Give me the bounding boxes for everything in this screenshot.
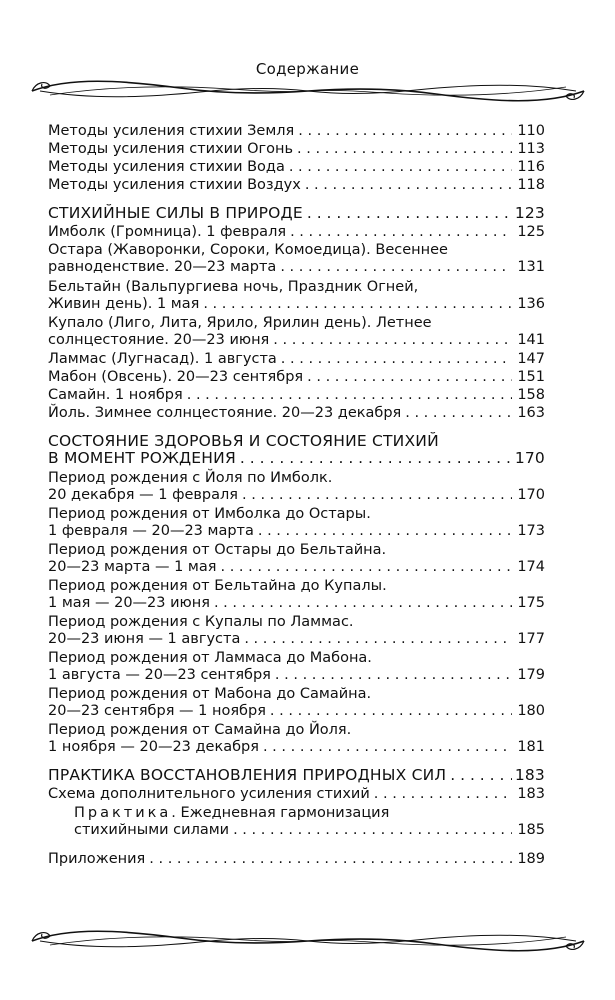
page-number: 141 [517, 332, 545, 348]
entry-title: стихийными силами [74, 822, 230, 838]
dot-leader [275, 667, 512, 684]
entry-title-line1: Купало (Лиго, Лита, Ярило, Ярилин день). Летнее [48, 315, 432, 331]
entry-title: 20 декабря — 1 февраля [48, 487, 239, 503]
page-number: 136 [517, 296, 545, 312]
page-number: 177 [517, 631, 545, 647]
toc-entry[interactable] [48, 542, 545, 576]
entry-title-line1: Период рождения с Купалы по Ламмас. [48, 614, 354, 630]
page-number: 183 [514, 766, 545, 784]
toc-entry[interactable] [48, 123, 545, 140]
dot-leader [298, 123, 512, 140]
page-number: 179 [517, 667, 545, 683]
page-number: 163 [517, 405, 545, 421]
page-number: 131 [517, 259, 545, 275]
toc-entry-practice[interactable] [48, 805, 545, 839]
toc-section-heading[interactable] [48, 205, 545, 222]
dot-leader [289, 159, 512, 176]
page-number: 147 [517, 351, 545, 367]
toc-entry[interactable] [48, 159, 545, 176]
entry-title-line1: Период рождения от Бельтайна до Купалы. [48, 578, 387, 594]
toc-entry[interactable] [48, 405, 545, 422]
page-number: 185 [517, 822, 545, 838]
entry-title-line1: Период рождения от Ламмаса до Мабона. [48, 650, 372, 666]
page-number: 189 [517, 851, 545, 867]
section-title: СТИХИЙНЫЕ СИЛЫ В ПРИРОДЕ [48, 204, 303, 222]
toc-entry[interactable] [48, 315, 545, 349]
dot-leader [214, 595, 512, 612]
practice-label: Практика [74, 805, 172, 821]
dot-leader [307, 205, 512, 222]
bottom-ornament-divider [30, 918, 586, 964]
page-number: 125 [517, 224, 545, 240]
toc-entry[interactable] [48, 351, 545, 368]
toc-section-heading[interactable] [48, 767, 545, 784]
entry-title: Методы усиления стихии Огонь [48, 141, 294, 157]
page-number: 175 [517, 595, 545, 611]
entry-title: 20—23 июня — 1 августа [48, 631, 241, 647]
page-number: 173 [517, 523, 545, 539]
entry-title: Ламмас (Лугнасад). 1 августа [48, 351, 277, 367]
entry-title: равноденствие. 20—23 марта [48, 259, 277, 275]
entry-title-line1: Период рождения с Йоля по Имболк. [48, 470, 333, 486]
dot-leader [281, 351, 512, 368]
page-number: 174 [517, 559, 545, 575]
dot-leader [305, 177, 512, 194]
dot-leader [273, 332, 512, 349]
toc-section-heading[interactable] [48, 433, 545, 467]
entry-title: Приложения [48, 851, 146, 867]
page-number: 181 [517, 739, 545, 755]
toc-entry[interactable] [48, 177, 545, 194]
page-number: 113 [517, 141, 545, 157]
entry-title: Йоль. Зимнее солнцестояние. 20—23 декабря [48, 405, 402, 421]
entry-title: Имболк (Громница). 1 февраля [48, 224, 287, 240]
entry-title: 20—23 марта — 1 мая [48, 559, 217, 575]
dot-leader [374, 786, 512, 803]
dot-leader [187, 387, 512, 404]
toc-entry[interactable] [48, 470, 545, 504]
toc-entry[interactable] [48, 786, 545, 803]
dot-leader [290, 224, 512, 241]
toc-entry[interactable] [48, 614, 545, 648]
page-number: 170 [514, 449, 545, 467]
toc-entry[interactable] [48, 686, 545, 720]
toc-entry[interactable] [48, 506, 545, 540]
entry-title-line1: Остара (Жаворонки, Сороки, Комоедица). Весеннее [48, 242, 448, 258]
toc-entry[interactable] [48, 224, 545, 241]
entry-title: 1 ноября — 20—23 декабря [48, 739, 259, 755]
top-ornament-divider [30, 68, 586, 114]
toc-entry[interactable] [48, 141, 545, 158]
toc-entry[interactable] [48, 851, 545, 868]
section-title-line1: СОСТОЯНИЕ ЗДОРОВЬЯ И СОСТОЯНИЕ СТИХИЙ [48, 432, 439, 450]
page-number: 183 [517, 786, 545, 802]
toc-entry[interactable] [48, 578, 545, 612]
entry-title: солнцестояние. 20—23 июня [48, 332, 270, 348]
toc-entry[interactable] [48, 387, 545, 404]
entry-title: Схема дополнительного усиления стихий [48, 786, 370, 802]
page-number: 116 [517, 159, 545, 175]
entry-title-line1: Бельтайн (Вальпургиева ночь, Праздник Огней, [48, 279, 419, 295]
dot-leader [258, 523, 512, 540]
toc-entry[interactable] [48, 650, 545, 684]
dot-leader [280, 259, 512, 276]
page-number: 151 [517, 369, 545, 385]
entry-title-line1: Период рождения от Самайна до Йоля. [48, 722, 352, 738]
dot-leader [405, 405, 512, 422]
page-number: 118 [517, 177, 545, 193]
entry-title-line1: Период рождения от Остары до Бельтайна. [48, 542, 387, 558]
page-number: 110 [517, 123, 545, 139]
page-number: 158 [517, 387, 545, 403]
entry-title: 20—23 сентября — 1 ноября [48, 703, 266, 719]
entry-title: 1 февраля — 20—23 марта [48, 523, 254, 539]
entry-title-line1: Период рождения от Имболка до Остары. [48, 506, 371, 522]
dot-leader [244, 631, 512, 648]
dot-leader [242, 487, 512, 504]
dot-leader [270, 703, 512, 720]
page-number: 123 [514, 204, 545, 222]
toc-entry[interactable] [48, 242, 545, 276]
section-title: В МОМЕНТ РОЖДЕНИЯ [48, 449, 236, 467]
entry-title: Методы усиления стихии Вода [48, 159, 285, 175]
entry-title: 1 августа — 20—23 сентября [48, 667, 271, 683]
entry-title-line1: Период рождения от Мабона до Самайна. [48, 686, 372, 702]
toc-entry[interactable] [48, 722, 545, 756]
practice-rest: . Ежедневная гармонизация [171, 805, 390, 821]
dot-leader [297, 141, 512, 158]
dot-leader [450, 767, 512, 784]
entry-title: 1 мая — 20—23 июня [48, 595, 210, 611]
toc-entry[interactable] [48, 279, 545, 313]
entry-title: Самайн. 1 ноября [48, 387, 183, 403]
toc-entry[interactable] [48, 369, 545, 386]
section-title: ПРАКТИКА ВОССТАНОВЛЕНИЯ ПРИРОДНЫХ СИЛ [48, 766, 447, 784]
page-title: Содержание [255, 60, 360, 78]
dot-leader [240, 450, 512, 467]
page-number: 170 [517, 487, 545, 503]
dot-leader [307, 369, 512, 386]
dot-leader [263, 739, 512, 756]
page-number: 180 [517, 703, 545, 719]
dot-leader [233, 822, 512, 839]
dot-leader [203, 296, 512, 313]
dot-leader [149, 851, 512, 868]
dot-leader [220, 559, 512, 576]
entry-title: Живин день). 1 мая [48, 296, 200, 312]
entry-title-line1 [48, 805, 545, 822]
entry-title: Мабон (Овсень). 20—23 сентября [48, 369, 304, 385]
entry-title: Методы усиления стихии Воздух [48, 177, 301, 193]
entry-title: Методы усиления стихии Земля [48, 123, 295, 139]
